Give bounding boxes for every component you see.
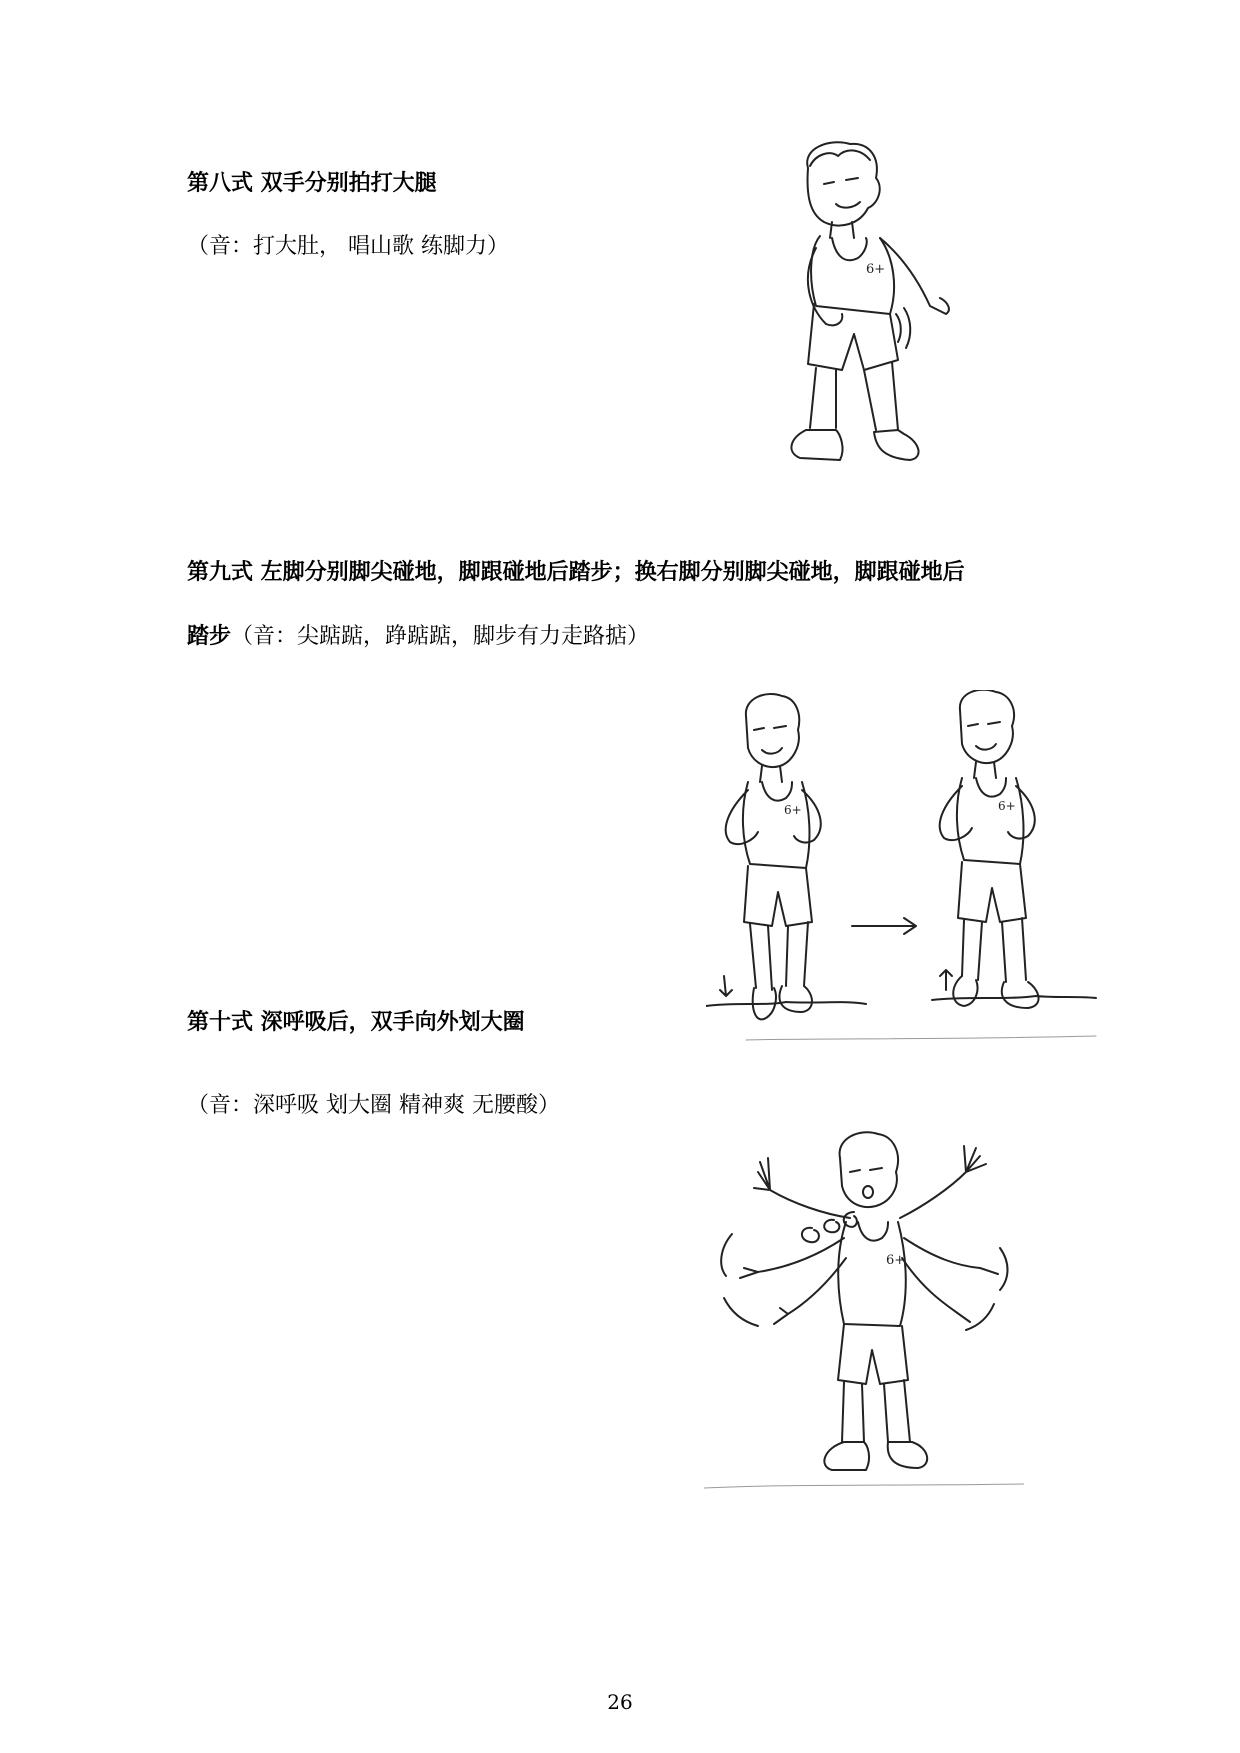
shirt-label: 6+ [866, 262, 886, 277]
svg-text:6+: 6+ [886, 1253, 906, 1268]
exercise-9-illustration [706, 690, 1106, 1050]
figure-toe-tap [706, 694, 866, 1019]
svg-text:6+: 6+ [998, 799, 1016, 813]
arrow-right-icon [852, 918, 916, 934]
section-9-title-bold: 踏步 [187, 623, 232, 649]
section-10-subtitle: （音：深呼吸 划大圈 精神爽 无腰酸） [187, 1093, 560, 1118]
exercise-10-illustration [704, 1128, 1024, 1498]
section-9-title: 第九式 左脚分别脚尖碰地，脚跟碰地后踏步；换右脚分别脚尖碰地，脚跟碰地后 [187, 559, 965, 585]
figure-heel-tap [932, 690, 1096, 1008]
exercise-8-illustration [780, 138, 980, 488]
section-9-title-continued [187, 621, 649, 652]
section-9-subtitle: （音：尖踮踮，踭踮踮，脚步有力走路掂） [231, 624, 650, 649]
svg-text:6+: 6+ [784, 803, 802, 817]
section-8-subtitle: （音：打大肚， 唱山歌 练脚力） [187, 234, 509, 259]
section-8-title: 第八式 双手分别拍打大腿 [187, 170, 437, 196]
page-number: 26 [607, 1690, 633, 1714]
section-10-title: 第十式 深呼吸后，双手向外划大圈 [187, 1009, 525, 1035]
